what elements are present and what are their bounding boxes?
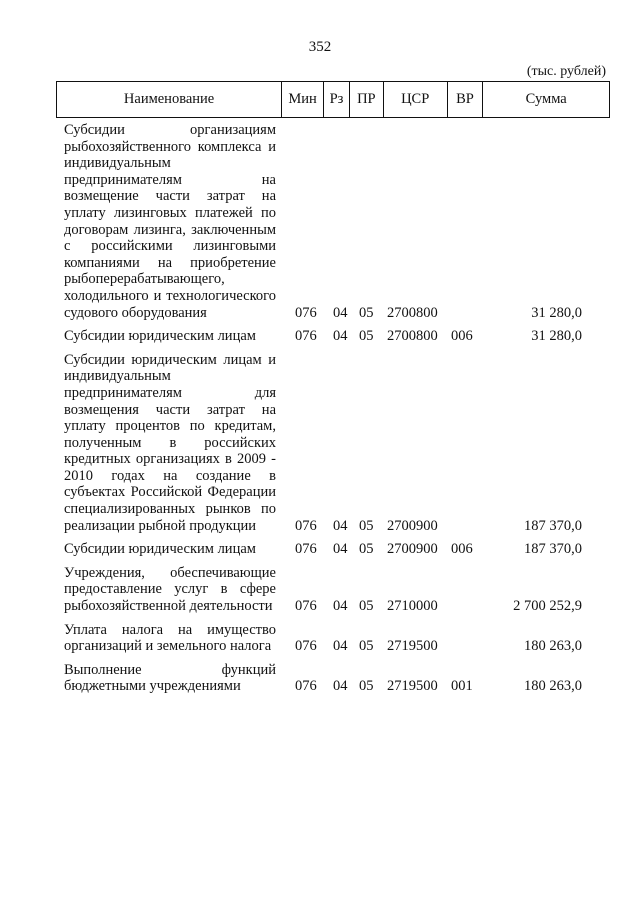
row-csr: 2710000 (387, 598, 438, 615)
row-sum: 180 263,0 (524, 638, 582, 655)
row-rz: 04 (333, 541, 348, 558)
row-csr: 2700800 (387, 328, 438, 345)
row-pr: 05 (359, 304, 374, 321)
row-min: 076 (295, 304, 317, 321)
row-name: Субсидии юридическим лицам и индивидуальным предпринимателям для возмещения части затрат на уплату процентов по кредитам, полученным в российских кредитных организациях в 2009 - 2010 годах на создание в субъектах Российской Федерации специализированных рынков по реализации рыбной продукции (64, 351, 276, 534)
row-vr: 001 (451, 678, 473, 695)
row-name: Субсидии организациям рыбохозяйственного комплекса и индивидуальным предпринимателям на возмещение части затрат на уплату лизинговых платежей по договорам лизинга, заключенным с российскими лизинговыми компаниями на приобретение рыбоперерабатывающего, холодильного и технологического судового оборудования (64, 122, 276, 321)
table-body (64, 122, 610, 702)
row-min: 076 (295, 678, 317, 695)
row-min: 076 (295, 598, 317, 615)
table-row (64, 122, 610, 321)
row-pr: 05 (359, 598, 374, 615)
units-label: (тыс. рублей) (526, 64, 606, 79)
table-row (64, 565, 610, 615)
row-sum: 31 280,0 (531, 304, 582, 321)
row-csr: 2700900 (387, 541, 438, 558)
row-sum: 187 370,0 (524, 541, 582, 558)
row-sum: 2 700 252,9 (513, 598, 582, 615)
row-sum: 31 280,0 (531, 328, 582, 345)
row-pr: 05 (359, 517, 374, 534)
row-rz: 04 (333, 328, 348, 345)
table-row (64, 541, 610, 558)
header-pr: ПР (350, 82, 384, 117)
header-rz: Рз (324, 82, 350, 117)
row-name: Выполнение функций бюджетными учреждениями (64, 661, 276, 695)
row-name: Уплата налога на имущество организаций и земельного налога (64, 621, 276, 655)
row-min: 076 (295, 541, 317, 558)
row-csr: 2700900 (387, 517, 438, 534)
row-csr: 2719500 (387, 678, 438, 695)
header-csr: ЦСР (384, 82, 448, 117)
table-row (64, 662, 610, 695)
row-name: Учреждения, обеспечивающие предоставление услуг в сфере рыбохозяйственной деятельности (64, 564, 276, 615)
table-header (56, 81, 610, 118)
row-name: Субсидии юридическим лицам (64, 328, 256, 345)
table-row (64, 352, 610, 535)
header-min: Мин (282, 82, 324, 117)
row-vr: 006 (451, 328, 473, 345)
row-rz: 04 (333, 638, 348, 655)
page-number: 352 (308, 39, 332, 55)
row-pr: 05 (359, 541, 374, 558)
row-sum: 187 370,0 (524, 517, 582, 534)
row-rz: 04 (333, 517, 348, 534)
row-name: Субсидии юридическим лицам (64, 541, 256, 558)
table-row (64, 328, 610, 345)
row-rz: 04 (333, 598, 348, 615)
row-pr: 05 (359, 638, 374, 655)
row-min: 076 (295, 517, 317, 534)
header-sum: Сумма (525, 91, 567, 107)
row-min: 076 (295, 638, 317, 655)
row-csr: 2719500 (387, 638, 438, 655)
row-rz: 04 (333, 304, 348, 321)
header-vr: ВР (448, 82, 484, 117)
row-vr: 006 (451, 541, 473, 558)
table-row (64, 622, 610, 655)
row-sum: 180 263,0 (524, 678, 582, 695)
row-min: 076 (295, 328, 317, 345)
row-pr: 05 (359, 328, 374, 345)
header-name: Наименование (57, 82, 282, 117)
row-pr: 05 (359, 678, 374, 695)
row-csr: 2700800 (387, 304, 438, 321)
row-rz: 04 (333, 678, 348, 695)
